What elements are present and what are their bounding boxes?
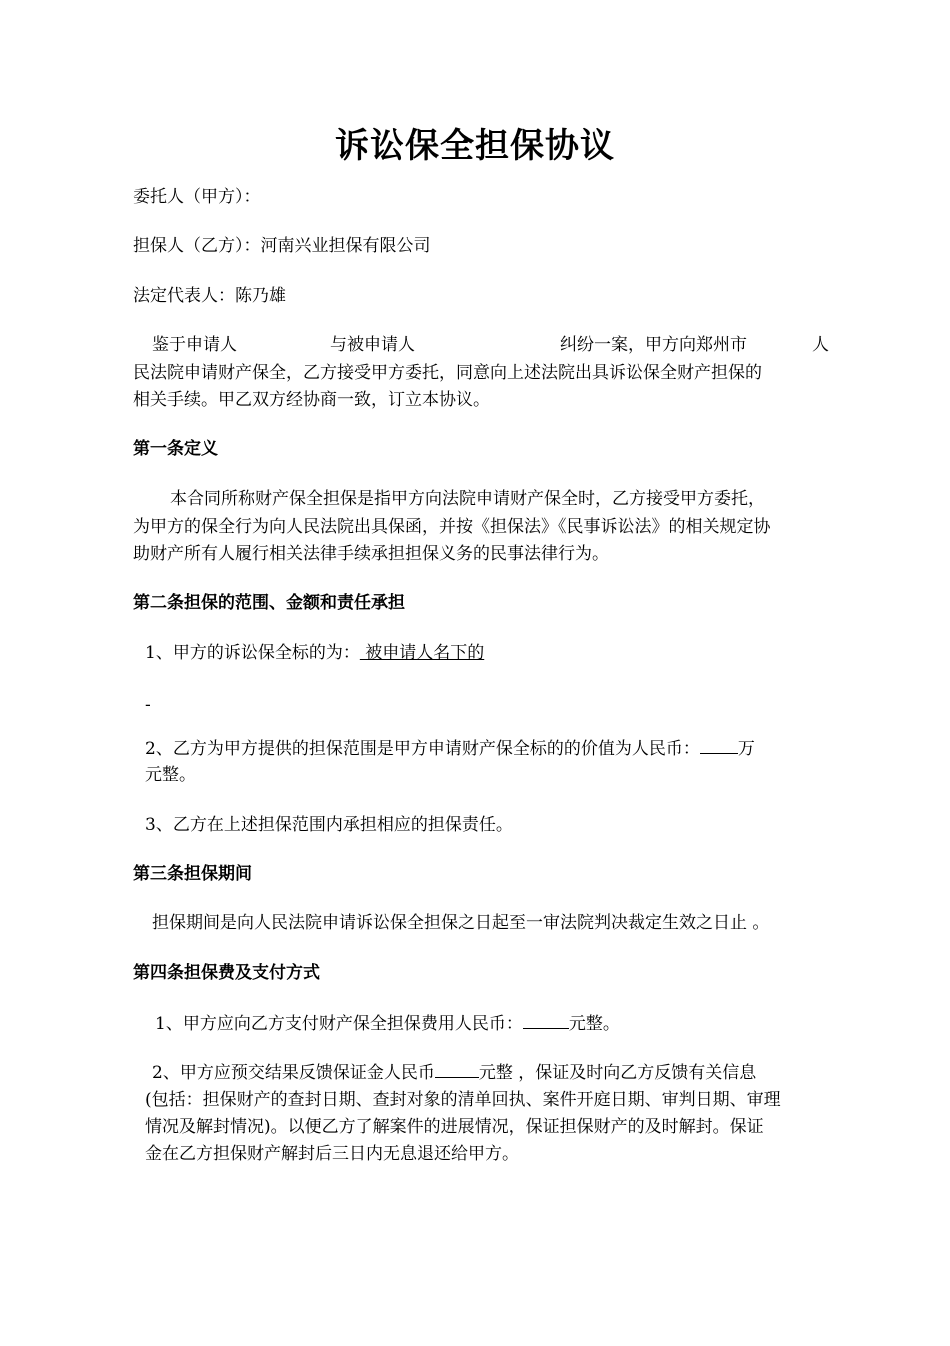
article2-dash: - — [145, 695, 151, 715]
article3-line-1: 担保期间是向人民法院申请诉讼保全担保之日起至一审法院判决裁定生效之日止 。 — [152, 913, 770, 933]
article2-item2-cont: 元整。 — [145, 765, 196, 785]
article2-item1-value: 被申请人名下的 — [359, 643, 485, 663]
preamble-court-suffix: 人 — [812, 335, 829, 355]
article2-item2-label: 2、乙方为甲方提供的担保范围是甲方申请财产保全标的的价值为人民币： — [145, 739, 700, 759]
preamble-respondent: 与被申请人 — [330, 335, 415, 355]
legal-rep-line: 法定代表人：陈乃雄 — [133, 286, 286, 306]
article1-line-1: 本合同所称财产保全担保是指甲方向法院申请财产保全时，乙方接受甲方委托， — [170, 489, 765, 509]
article1-heading: 第一条定义 — [133, 439, 218, 459]
amount-blank — [700, 733, 738, 754]
article4-item1-label: 1、甲方应向乙方支付财产保全担保费用人民币： — [155, 1014, 523, 1034]
article2-item2 — [145, 733, 755, 764]
document-title: 诉讼保全担保协议 — [335, 126, 615, 166]
preamble-line-3: 相关手续。甲乙双方经协商一致，订立本协议。 — [133, 390, 490, 410]
article4-item2 — [152, 1057, 756, 1088]
fee-blank — [523, 1008, 569, 1029]
preamble-applicant: 鉴于申请人 — [152, 335, 237, 355]
article4-item2-line-3: 情况及解封情况)。以便乙方了解案件的进展情况，保证担保财产的及时解封。保证 — [145, 1117, 764, 1137]
principal-line: 委托人（甲方）： — [133, 187, 261, 207]
article4-item2-rest: 元整 ，保证及时向乙方反馈有关信息 — [478, 1063, 757, 1083]
article1-line-3: 助财产所有人履行相关法律手续承担担保义务的民事法律行为。 — [133, 544, 609, 564]
article4-item1-unit: 元整。 — [568, 1014, 620, 1034]
deposit-blank — [435, 1057, 479, 1078]
article4-item1 — [155, 1008, 620, 1039]
article2-item3: 3、乙方在上述担保范围内承担相应的担保责任。 — [145, 815, 513, 835]
article2-item1-label: 1、甲方的诉讼保全标的为： — [145, 643, 360, 663]
article2-item2-unit: 万 — [737, 739, 755, 759]
article1-line-2: 为甲方的保全行为向人民法院出具保函，并按《担保法》《民事诉讼法》的相关规定协 — [133, 517, 771, 537]
preamble-line-2: 民法院申请财产保全，乙方接受甲方委托，同意向上述法院出具诉讼保全财产担保的 — [133, 363, 762, 383]
article4-item2-line-4: 金在乙方担保财产解封后三日内无息退还给甲方。 — [145, 1144, 519, 1164]
preamble-dispute: 纠纷一案，甲方向郑州市 — [560, 335, 747, 355]
article4-heading: 第四条担保费及支付方式 — [133, 963, 320, 983]
article2-item1 — [145, 638, 484, 668]
guarantor-line: 担保人（乙方）：河南兴业担保有限公司 — [133, 236, 431, 256]
article4-item2-label: 2、甲方应预交结果反馈保证金人民币 — [152, 1063, 435, 1083]
article3-heading: 第三条担保期间 — [133, 864, 252, 884]
article4-item2-line-2: (包括：担保财产的查封日期、查封对象的清单回执、案件开庭日期、审判日期、审理 — [145, 1090, 781, 1110]
article2-heading: 第二条担保的范围、金额和责任承担 — [133, 593, 405, 613]
